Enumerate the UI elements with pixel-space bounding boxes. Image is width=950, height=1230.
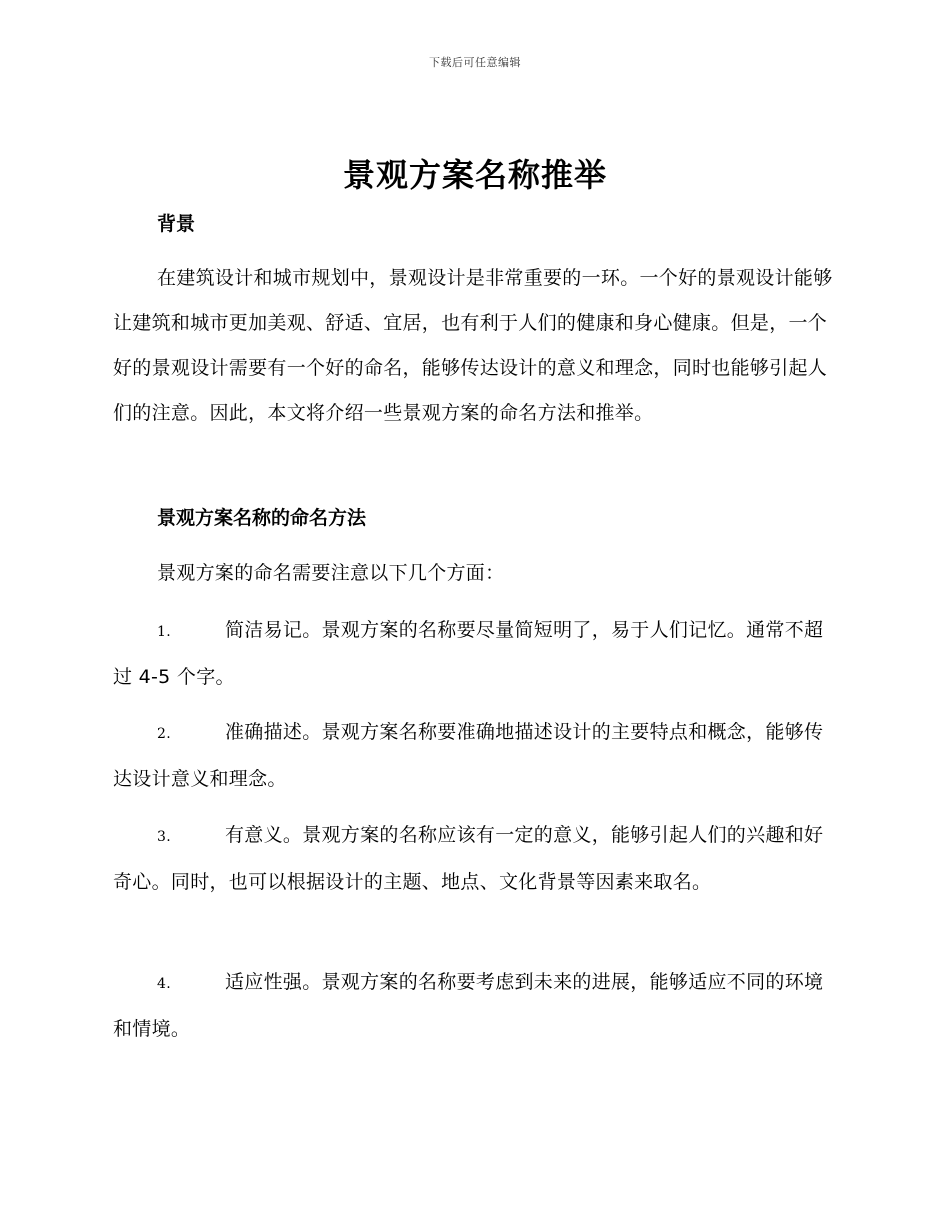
list-item xyxy=(113,710,835,802)
list-item-text: 简洁易记。景观方案的名称要尽量简短明了，易于人们记忆。通常不超过 4-5 个字。 xyxy=(113,619,824,688)
naming-methods-intro: 景观方案的命名需要注意以下几个方面： xyxy=(157,562,505,584)
list-item-number: 3. xyxy=(157,829,171,845)
section-heading-naming-methods: 景观方案名称的命名方法 xyxy=(157,507,367,529)
list-item-text: 有意义。景观方案的名称应该有一定的意义，能够引起人们的兴趣和好奇心。同时，也可以根据设计的主题、地点、文化背景等因素来取名。 xyxy=(113,824,824,893)
list-item-text: 准确描述。景观方案名称要准确地描述设计的主要特点和概念，能够传达设计意义和理念。 xyxy=(113,721,824,790)
list-item-number: 4. xyxy=(157,976,171,992)
list-item xyxy=(113,608,835,700)
list-item xyxy=(113,960,835,1052)
list-item-text: 适应性强。景观方案的名称要考虑到未来的进展，能够适应不同的环境和情境。 xyxy=(113,971,824,1040)
list-item-number: 1. xyxy=(157,624,171,640)
background-paragraph: 在建筑设计和城市规划中，景观设计是非常重要的一环。一个好的景观设计能够让建筑和城市更加美观、舒适、宜居，也有利于人们的健康和身心健康。但是，一个好的景观设计需要有一个好的命名，能够传达设计的意义和理念，同时也能够引起人们的注意。因此，本文将介绍一些景观方案的命名方法和推举。 xyxy=(113,267,833,424)
section-heading-background: 背景 xyxy=(157,213,196,235)
document-title: 景观方案名称推举 xyxy=(342,156,607,194)
list-item-number: 2. xyxy=(157,726,171,742)
list-item xyxy=(113,813,835,905)
header-note: 下载后可任意编辑 xyxy=(429,56,521,69)
